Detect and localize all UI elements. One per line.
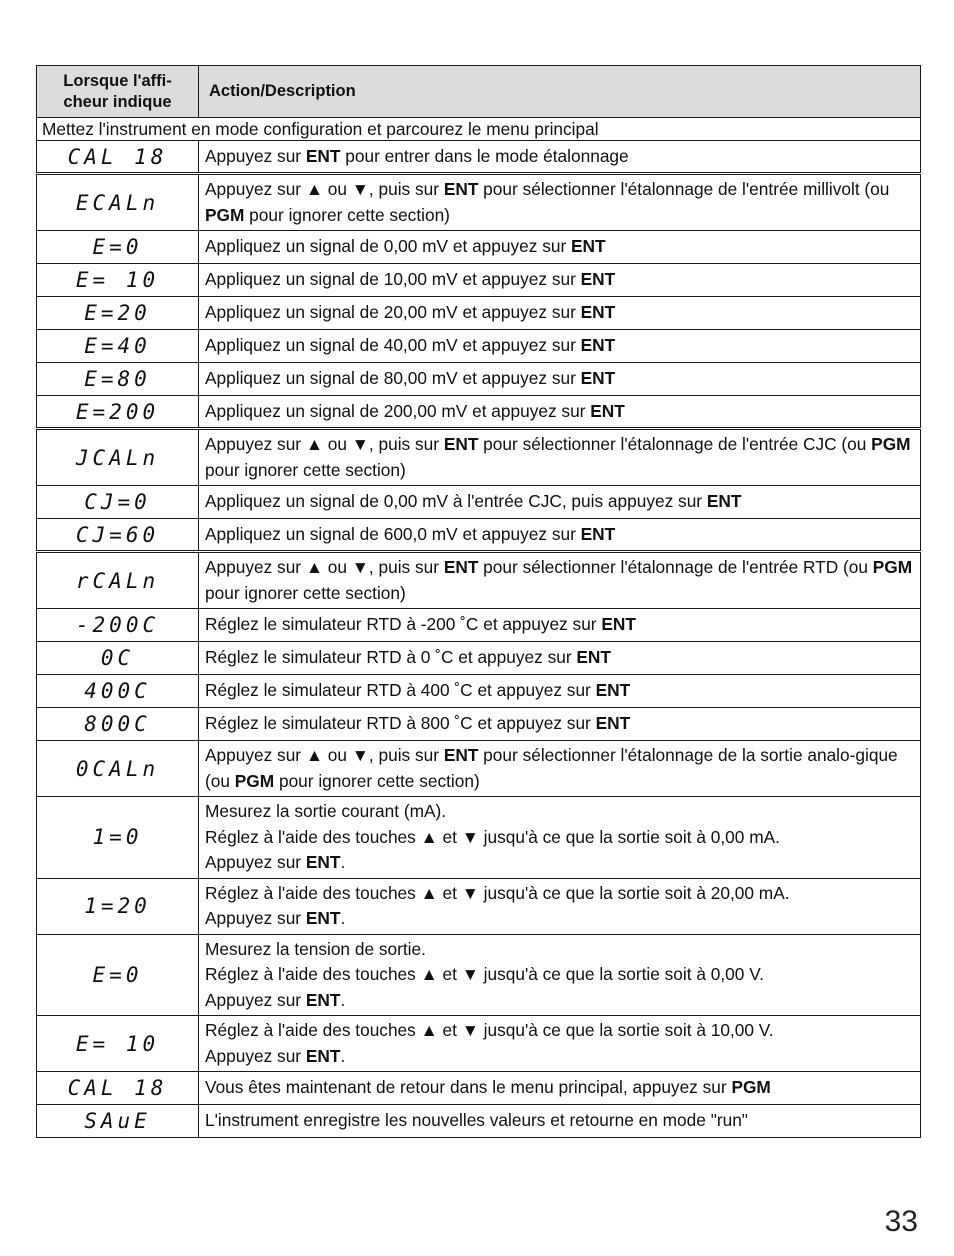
table-row: [37, 363, 921, 396]
table-row: [37, 1072, 921, 1105]
action-description: Mesurez la sortie courant (mA). Réglez à l'aide des touches ▲ et ▼ jusqu'à ce que la sortie soit à 0,00 mA. Appuyez sur ENT.: [199, 797, 921, 879]
display-code: CAL 18: [37, 1072, 199, 1105]
table-row: [37, 1105, 921, 1138]
table-row: [37, 486, 921, 519]
action-description: Appliquez un signal de 10,00 mV et appuyez sur ENT: [199, 264, 921, 297]
display-code: rCALn: [37, 552, 199, 609]
action-description: Appliquez un signal de 20,00 mV et appuyez sur ENT: [199, 297, 921, 330]
display-code: E=40: [37, 330, 199, 363]
display-code: CJ=0: [37, 486, 199, 519]
intro-row: [37, 118, 921, 141]
table-row: [37, 741, 921, 797]
action-description: Appliquez un signal de 80,00 mV et appuyez sur ENT: [199, 363, 921, 396]
table-row: [37, 797, 921, 879]
action-description: Réglez à l'aide des touches ▲ et ▼ jusqu'à ce que la sortie soit à 10,00 V. Appuyez sur ENT.: [199, 1016, 921, 1072]
display-code: JCALn: [37, 429, 199, 486]
action-description: Appuyez sur ▲ ou ▼, puis sur ENT pour sélectionner l'étalonnage de la sortie analo-gique (ou PGM pour ignorer cette section): [199, 741, 921, 797]
table-row: [37, 429, 921, 486]
action-description: Appuyez sur ▲ ou ▼, puis sur ENT pour sélectionner l'étalonnage de l'entrée RTD (ou PGM pour ignorer cette section): [199, 552, 921, 609]
table-row: [37, 519, 921, 552]
table-row: [37, 141, 921, 174]
display-code: 0CALn: [37, 741, 199, 797]
display-code: 400C: [37, 675, 199, 708]
table-header-row: [37, 66, 921, 118]
intro-text: Mettez l'instrument en mode configuration et parcourez le menu principal: [37, 118, 921, 141]
display-code: E=200: [37, 396, 199, 429]
table-row: [37, 330, 921, 363]
display-code: -200C: [37, 609, 199, 642]
action-description: Appuyez sur ▲ ou ▼, puis sur ENT pour sélectionner l'étalonnage de l'entrée CJC (ou PGM pour ignorer cette section): [199, 429, 921, 486]
action-description: Appliquez un signal de 40,00 mV et appuyez sur ENT: [199, 330, 921, 363]
table-row: [37, 396, 921, 429]
table-row: [37, 231, 921, 264]
display-code: E=0: [37, 934, 199, 1016]
page-number: 33: [884, 1205, 918, 1238]
calibration-table: [36, 65, 921, 1138]
display-code: E= 10: [37, 1016, 199, 1072]
display-code: 0C: [37, 642, 199, 675]
table-row: [37, 675, 921, 708]
display-code: ECALn: [37, 174, 199, 231]
action-description: Appuyez sur ENT pour entrer dans le mode étalonnage: [199, 141, 921, 174]
table-row: [37, 934, 921, 1016]
column-header-display-line2: cheur indique: [63, 92, 172, 111]
column-header-action: Action/Description: [199, 66, 921, 118]
display-code: SAuE: [37, 1105, 199, 1138]
action-description: Réglez le simulateur RTD à 400 ˚C et appuyez sur ENT: [199, 675, 921, 708]
table-row: [37, 552, 921, 609]
action-description: Réglez à l'aide des touches ▲ et ▼ jusqu'à ce que la sortie soit à 20,00 mA. Appuyez sur ENT.: [199, 878, 921, 934]
table-row: [37, 297, 921, 330]
display-code: E=80: [37, 363, 199, 396]
action-description: Appliquez un signal de 200,00 mV et appuyez sur ENT: [199, 396, 921, 429]
column-header-display-line1: Lorsque l'affi-: [63, 71, 172, 90]
action-description: Appliquez un signal de 600,0 mV et appuyez sur ENT: [199, 519, 921, 552]
display-code: 1=0: [37, 797, 199, 879]
action-description: Appliquez un signal de 0,00 mV à l'entrée CJC, puis appuyez sur ENT: [199, 486, 921, 519]
table-row: [37, 174, 921, 231]
display-code: 800C: [37, 708, 199, 741]
table-row: [37, 264, 921, 297]
display-code: CAL 18: [37, 141, 199, 174]
table-row: [37, 708, 921, 741]
table-row: [37, 1016, 921, 1072]
action-description: Appuyez sur ▲ ou ▼, puis sur ENT pour sélectionner l'étalonnage de l'entrée millivolt (ou PGM pour ignorer cette section): [199, 174, 921, 231]
display-code: 1=20: [37, 878, 199, 934]
action-description: L'instrument enregistre les nouvelles valeurs et retourne en mode "run": [199, 1105, 921, 1138]
table-row: [37, 609, 921, 642]
display-code: CJ=60: [37, 519, 199, 552]
action-description: Réglez le simulateur RTD à 0 ˚C et appuyez sur ENT: [199, 642, 921, 675]
display-code: E=20: [37, 297, 199, 330]
action-description: Vous êtes maintenant de retour dans le menu principal, appuyez sur PGM: [199, 1072, 921, 1105]
table-row: [37, 642, 921, 675]
column-header-display: [37, 66, 199, 118]
action-description: Appliquez un signal de 0,00 mV et appuyez sur ENT: [199, 231, 921, 264]
action-description: Réglez le simulateur RTD à -200 ˚C et appuyez sur ENT: [199, 609, 921, 642]
action-description: Mesurez la tension de sortie. Réglez à l'aide des touches ▲ et ▼ jusqu'à ce que la sortie soit à 0,00 V. Appuyez sur ENT.: [199, 934, 921, 1016]
action-description: Réglez le simulateur RTD à 800 ˚C et appuyez sur ENT: [199, 708, 921, 741]
display-code: E= 10: [37, 264, 199, 297]
display-code: E=0: [37, 231, 199, 264]
table-row: [37, 878, 921, 934]
